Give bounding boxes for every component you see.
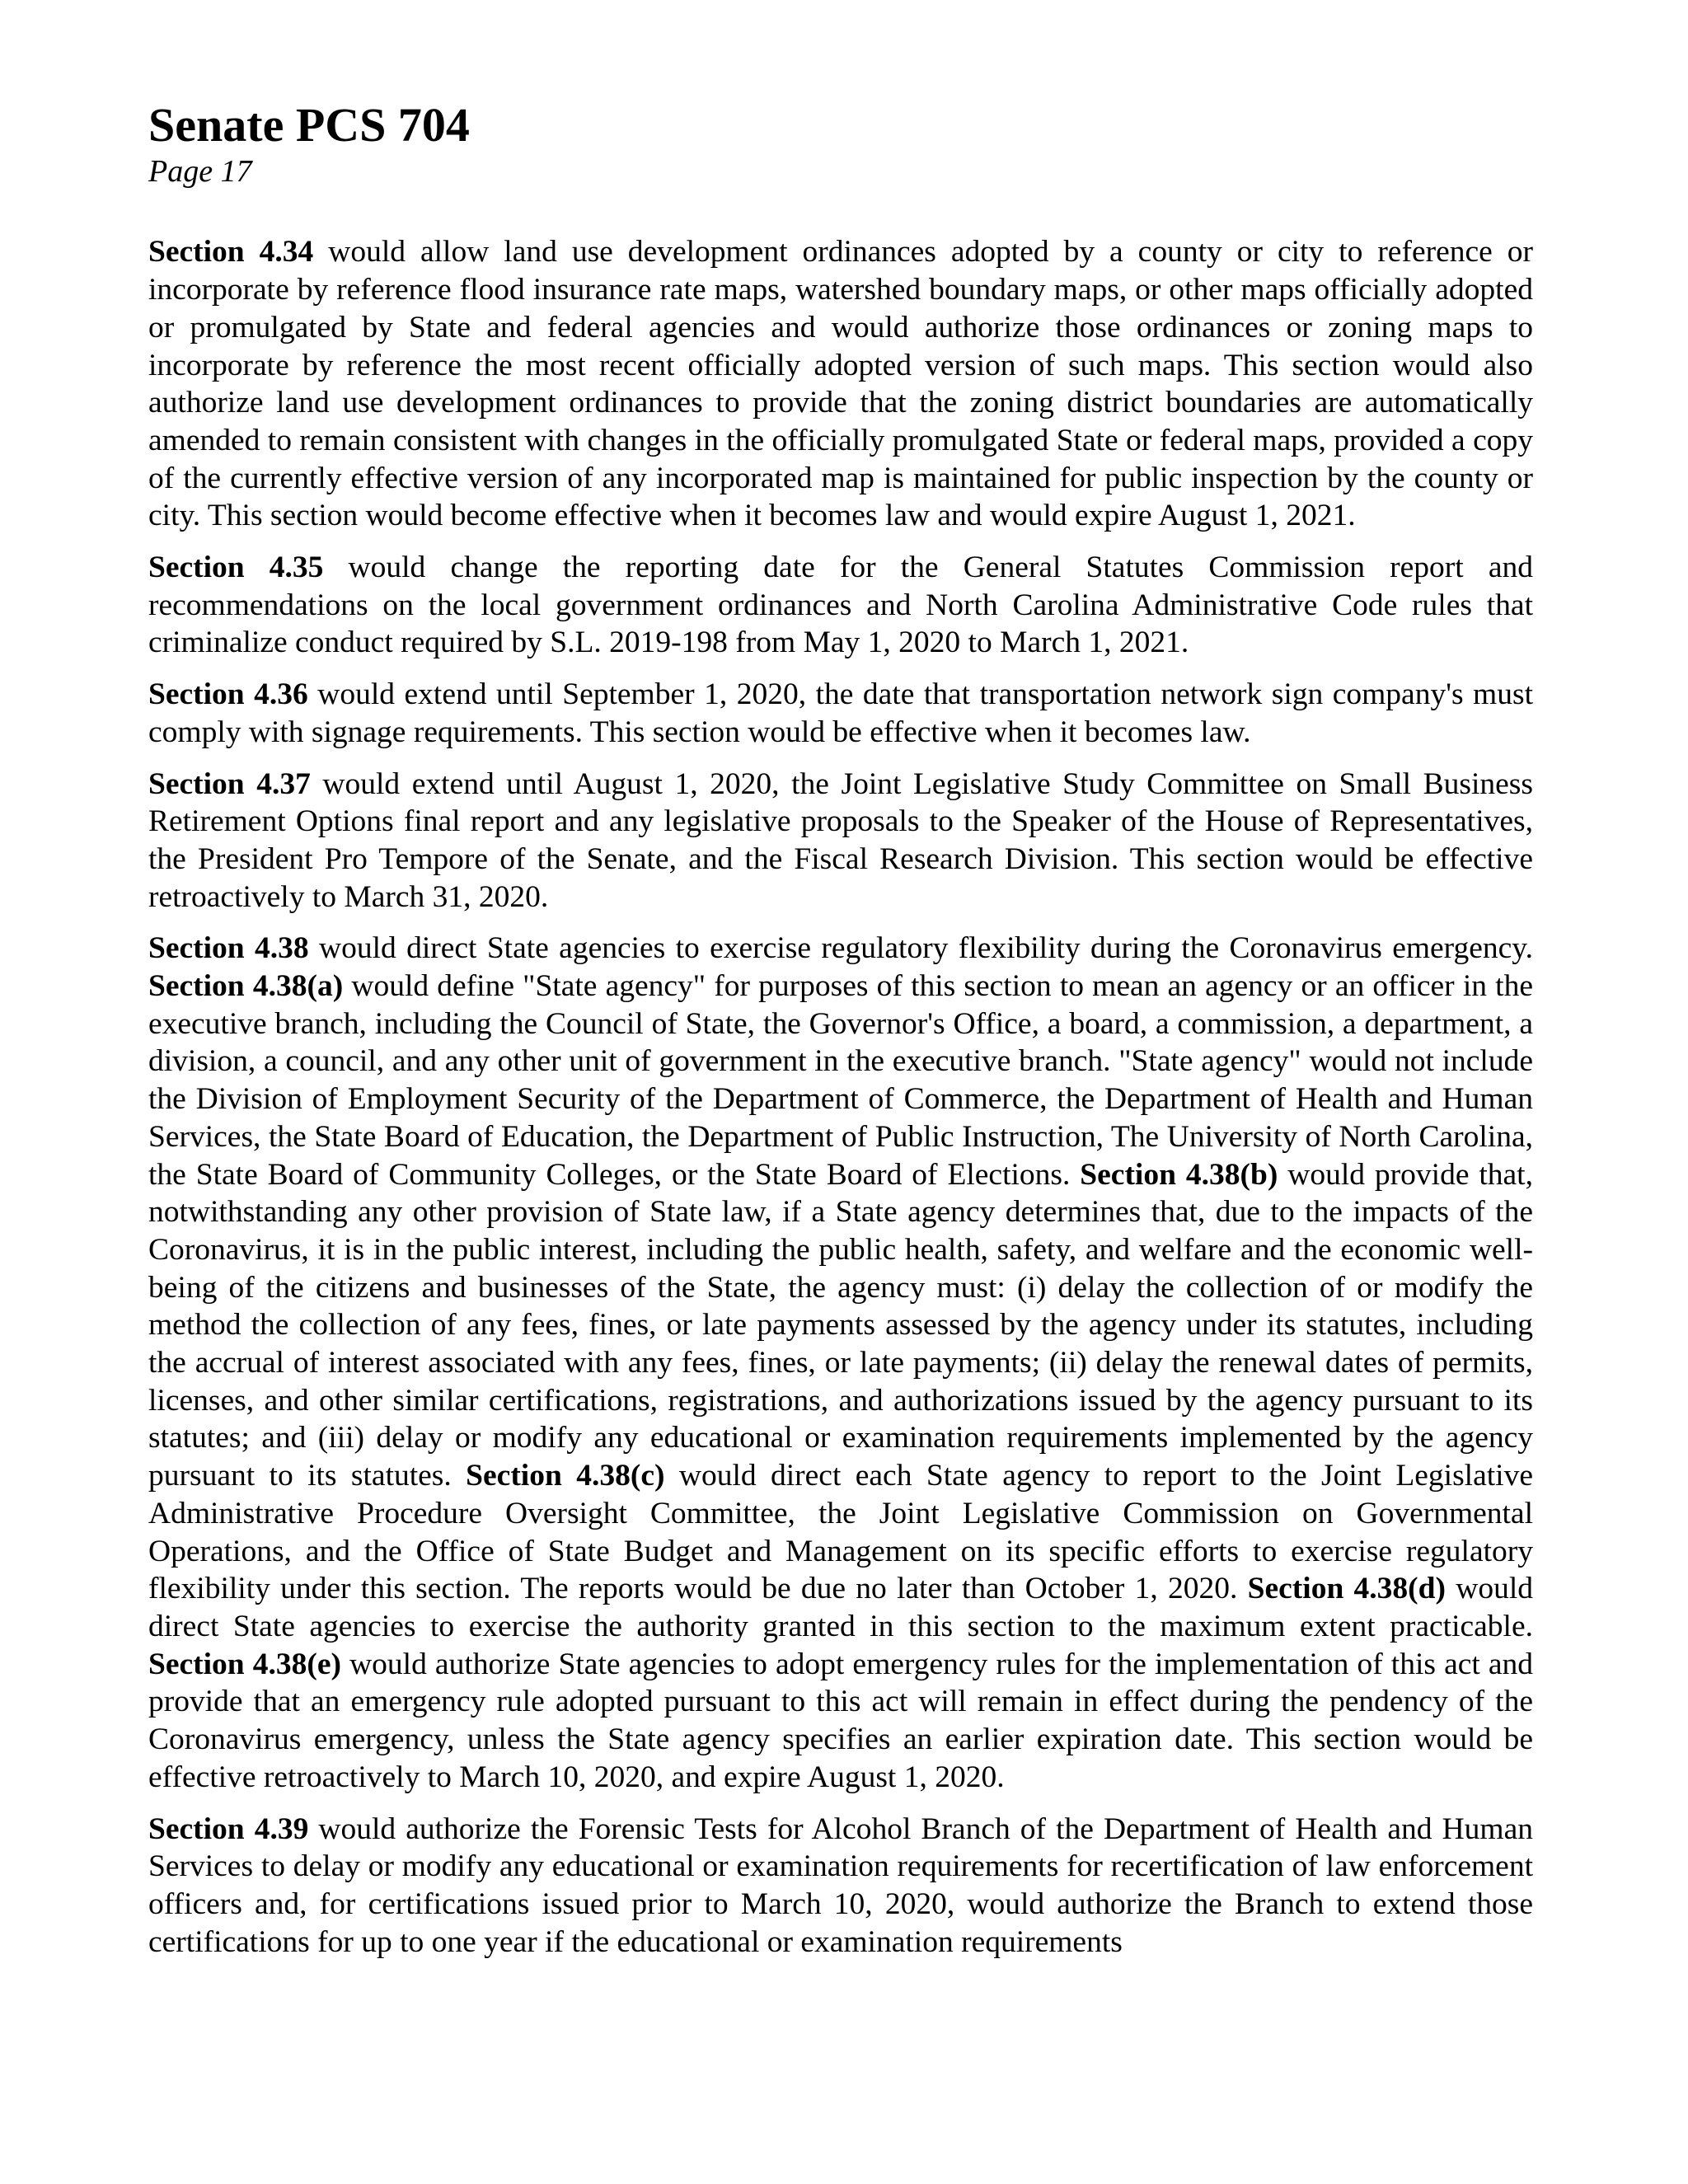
subsection-heading-d: Section 4.38(d) <box>1247 1572 1446 1606</box>
section-text: would define "State agency" for purposes of this section to mean an agency or an officer in the executive branch, including the Council of State, the Governor's Office, a board, a commission, a department, a division, a council, and any other unit of government in the executive branch. "State agency" would not include the Division of Employment Security of the Department of Commerce, the Department of Health and Human Services, the State Board of Education, the Department of Public Instruction, The University of North Carolina, the State Board of Community Colleges, or the State Board of Elections. <box>148 969 1533 1192</box>
paragraph-section-4-36 <box>148 676 1533 751</box>
section-heading: Section 4.36 <box>148 677 308 712</box>
paragraph-section-4-35 <box>148 549 1533 662</box>
section-text: would direct State agencies to exercise the authority granted in this section to the maximum extent practicable. <box>148 1572 1533 1643</box>
subsection-heading-a: Section 4.38(a) <box>148 969 344 1004</box>
section-text: would direct State agencies to exercise regulatory flexibility during the Coronavirus emergency. <box>308 931 1533 966</box>
section-heading: Section 4.34 <box>148 235 314 269</box>
section-text: would change the reporting date for the General Statutes Commission report and recommendations on the local government ordinances and North Carolina Administrative Code rules that criminalize conduct required by S.L. 2019-198 from May 1, 2020 to March 1, 2021. <box>148 551 1533 660</box>
section-heading: Section 4.38 <box>148 931 309 966</box>
section-text: would provide that, notwithstanding any other provision of State law, if a State agency determines that, due to the impacts of the Coronavirus, it is in the public interest, including the public health, safety, and welfare and the economic well-being of the citizens and businesses of the State, the agency must: (i) delay the collection of or modify the method the collection of any fees, fines, or late payments assessed by the agency under its statutes, including the accrual of interest associated with any fees, fines, or late payments; (ii) delay the renewal dates of permits, licenses, and other similar certifications, registrations, and authorizations issued by the agency pursuant to its statutes; and (iii) delay or modify any educational or examination requirements implemented by the agency pursuant to its statutes. <box>148 1157 1533 1493</box>
document-page <box>148 99 1533 1975</box>
section-text: would allow land use development ordinances adopted by a county or city to reference or incorporate by reference flood insurance rate maps, watershed boundary maps, or other maps officially adopted or promulgated by State and federal agencies and would authorize those ordinances or zoning maps to incorporate by reference the most recent officially adopted version of such maps. This section would also authorize land use development ordinances to provide that the zoning district boundaries are automatically amended to remain consistent with changes in the officially promulgated State or federal maps, provided a copy of the currently effective version of any incorporated map is maintained for public inspection by the county or city. This section would become effective when it becomes law and would expire August 1, 2021. <box>148 235 1533 533</box>
subsection-heading-c: Section 4.38(c) <box>466 1459 665 1493</box>
section-heading: Section 4.39 <box>148 1811 309 1846</box>
section-text: would authorize the Forensic Tests for Alcohol Branch of the Department of Health and Human Services to delay or modify any educational or examination requirements for recertification of law enforcement officers and, for certifications issued prior to March 10, 2020, would authorize the Branch to extend those certifications for up to one year if the educational or examination requirements <box>148 1811 1533 1959</box>
paragraph-section-4-38 <box>148 930 1533 1796</box>
paragraph-section-4-37 <box>148 766 1533 916</box>
section-text: would extend until September 1, 2020, the date that transportation network sign company's must comply with signage requirements. This section would be effective when it becomes law. <box>148 677 1533 749</box>
section-text: would authorize State agencies to adopt emergency rules for the implementation of this act and provide that an emergency rule adopted pursuant to this act will remain in effect during the pendency of the Coronavirus emergency, unless the State agency specifies an earlier expiration date. This section would be effective retroactively to March 10, 2020, and expire August 1, 2020. <box>148 1647 1534 1794</box>
document-body <box>148 233 1533 1961</box>
subsection-heading-e: Section 4.38(e) <box>148 1647 341 1681</box>
paragraph-section-4-34 <box>148 233 1533 535</box>
section-heading: Section 4.35 <box>148 551 324 585</box>
paragraph-section-4-39 <box>148 1811 1533 1961</box>
subsection-heading-b: Section 4.38(b) <box>1080 1157 1278 1192</box>
page-number: Page 17 <box>148 153 252 189</box>
section-text: would extend until August 1, 2020, the Joint Legislative Study Committee on Small Business Retirement Options final report and any legislative proposals to the Speaker of the House of Representatives, the President Pro Tempore of the Senate, and the Fiscal Research Division. This section would be effective retroactively to March 31, 2020. <box>148 766 1533 914</box>
section-heading: Section 4.37 <box>148 766 311 801</box>
document-title: Senate PCS 704 <box>148 98 470 152</box>
section-text: would direct each State agency to report to the Joint Legislative Administrative Procedure Oversight Committee, the Joint Legislative Commission on Governmental Operations, and the Office of State Budget and Management on its specific efforts to exercise regulatory flexibility under this section. The reports would be due no later than October 1, 2020. <box>148 1459 1533 1606</box>
